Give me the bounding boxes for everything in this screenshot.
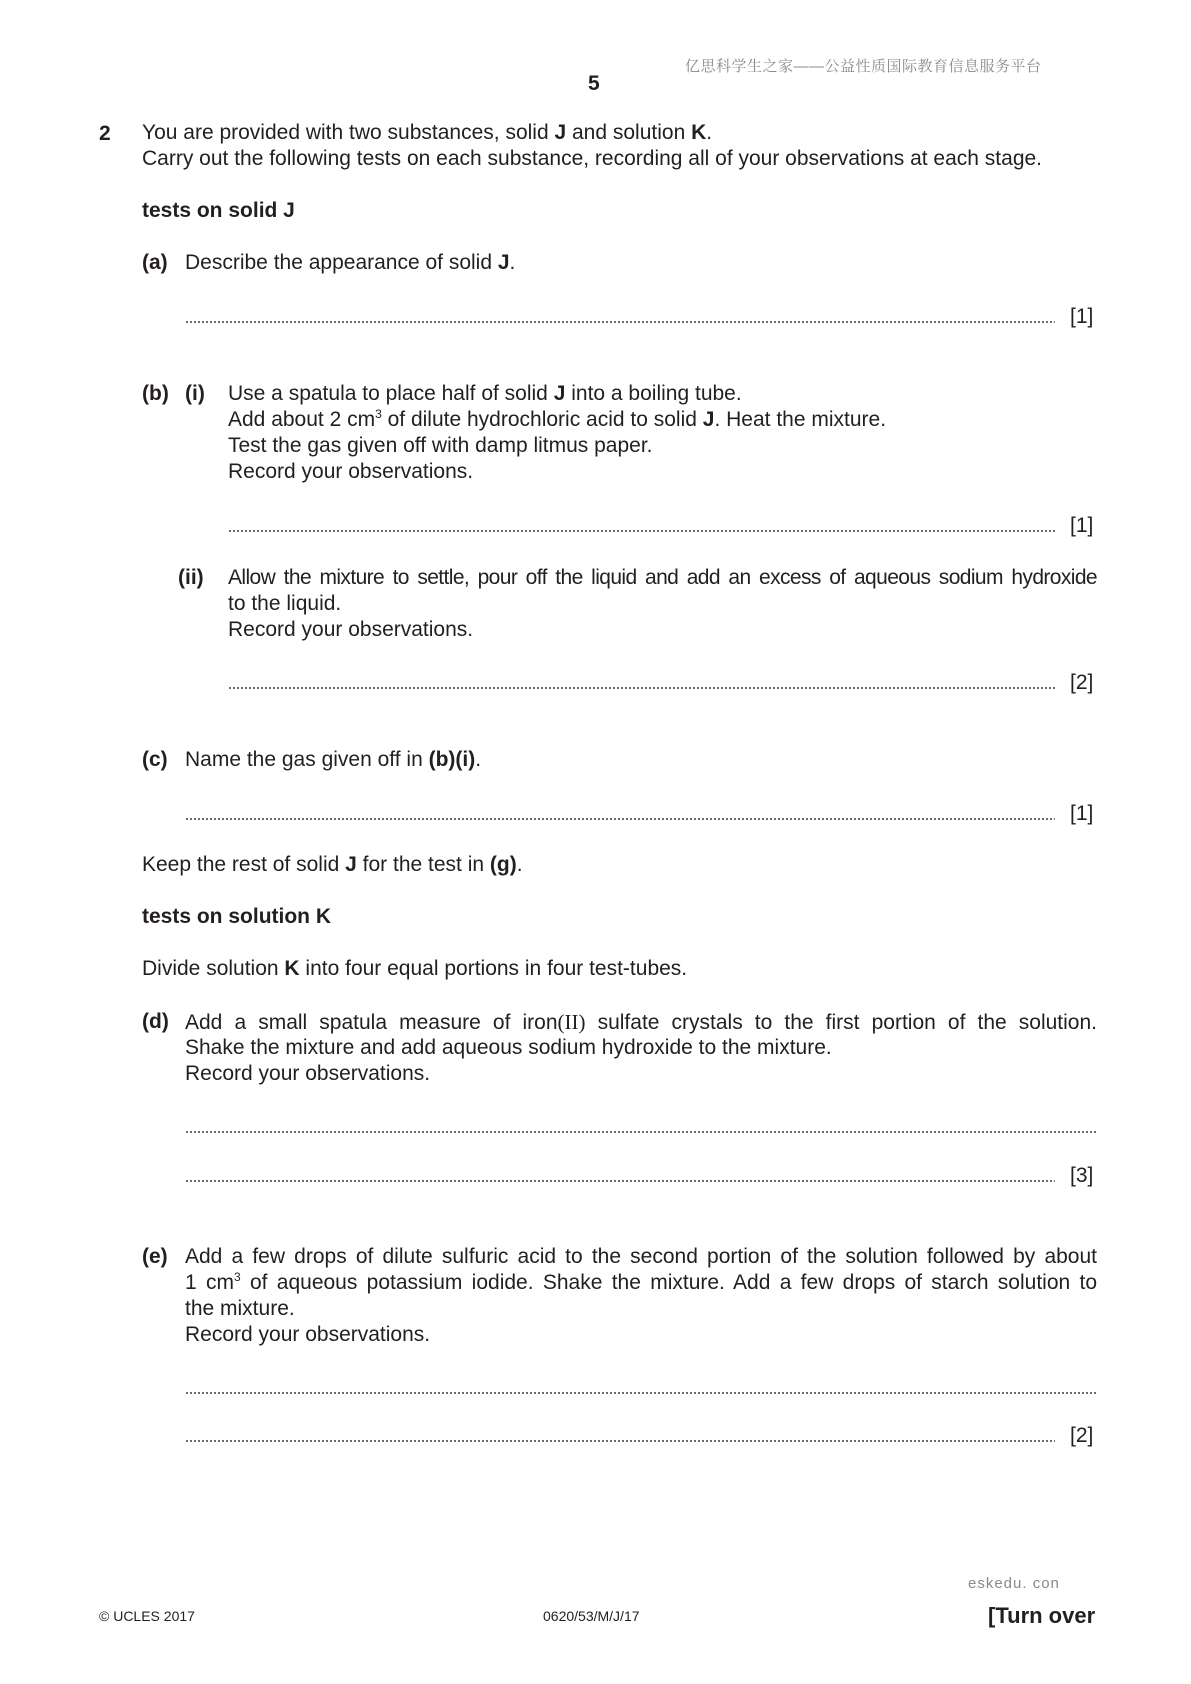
part-d-line3: Record your observations. xyxy=(185,1062,431,1085)
divide-instruction: Divide solution K into four equal portions in four test-tubes. xyxy=(142,957,688,980)
part-d-label: (d) xyxy=(142,1010,169,1033)
part-d-answer-line-1[interactable] xyxy=(185,1131,1097,1133)
part-c-text: Name the gas given off in (b)(i). xyxy=(185,748,482,771)
keep-instruction: Keep the rest of solid J for the test in (g). xyxy=(142,853,523,876)
part-d-line1: Add a small spatula measure of iron(II) sulfate crystals to the first portion of the solution. xyxy=(185,1010,1097,1034)
part-b-ii-line3: Record your observations. xyxy=(228,618,474,641)
part-e-line2: 1 $cm^3$ of aqueous potassium iodide. Shake the mixture. Add a few drops of starch solution to xyxy=(185,1270,1097,1294)
part-e-answer-line-2[interactable] xyxy=(185,1440,1055,1442)
part-a-mark: [1] xyxy=(1070,305,1094,328)
part-c-answer-line[interactable] xyxy=(185,818,1055,820)
part-e-mark: [2] xyxy=(1070,1424,1094,1447)
part-c-label: (c) xyxy=(142,748,168,771)
heading-tests-solution-k: tests on solution K xyxy=(142,905,331,928)
part-b-i-mark: [1] xyxy=(1070,514,1094,537)
part-e-answer-line-1[interactable] xyxy=(185,1392,1097,1394)
part-a-answer-line[interactable] xyxy=(185,321,1055,323)
footer-paper-code: 0620/53/M/J/17 xyxy=(543,1608,640,1624)
part-b-i-line2: Add about 2 $cm^3$ of dilute hydrochloric acid to solid J. Heat the mixture. xyxy=(228,407,887,431)
part-b-ii-answer-line[interactable] xyxy=(228,687,1055,689)
header-watermark: 亿思科学生之家——公益性质国际教育信息服务平台 xyxy=(685,58,1042,75)
part-b-ii-label: (ii) xyxy=(178,566,204,589)
part-b-i-line4: Record your observations. xyxy=(228,460,474,483)
part-b-ii-line1: Allow the mixture to settle, pour off the liquid and add an excess of aqueous sodium hydroxide xyxy=(228,566,1097,589)
page-number: 5 xyxy=(588,72,600,95)
part-e-line4: Record your observations. xyxy=(185,1323,431,1346)
part-d-mark: [3] xyxy=(1070,1164,1094,1187)
part-b-i-line3: Test the gas given off with damp litmus paper. xyxy=(228,434,653,457)
part-b-i-label: (i) xyxy=(185,382,205,405)
footer-copyright: © UCLES 2017 xyxy=(99,1608,195,1624)
part-d-line2: Shake the mixture and add aqueous sodium hydroxide to the mixture. xyxy=(185,1036,832,1059)
heading-tests-solid-j: tests on solid J xyxy=(142,199,295,222)
part-e-line1: Add a few drops of dilute sulfuric acid to the second portion of the solution followed by about xyxy=(185,1245,1097,1268)
footer-site-watermark: eskedu. con xyxy=(968,1575,1060,1592)
part-a-text: Describe the appearance of solid J. xyxy=(185,251,516,274)
part-a-label: (a) xyxy=(142,251,168,274)
part-b-ii-line2: to the liquid. xyxy=(228,592,342,615)
part-b-i-line1: Use a spatula to place half of solid J into a boiling tube. xyxy=(228,382,742,405)
turn-over: [Turn over xyxy=(988,1603,1096,1628)
part-c-mark: [1] xyxy=(1070,802,1094,825)
question-intro-line1: You are provided with two substances, solid J and solution K. xyxy=(142,121,713,144)
question-number: 2 xyxy=(99,122,111,145)
part-e-line3: the mixture. xyxy=(185,1297,295,1320)
part-b-i-answer-line[interactable] xyxy=(228,530,1055,532)
part-e-label: (e) xyxy=(142,1245,168,1268)
part-b-label: (b) xyxy=(142,382,169,405)
part-d-answer-line-2[interactable] xyxy=(185,1180,1055,1182)
part-b-ii-mark: [2] xyxy=(1070,671,1094,694)
question-intro-line2: Carry out the following tests on each substance, recording all of your observations at each stage. xyxy=(142,147,1043,170)
